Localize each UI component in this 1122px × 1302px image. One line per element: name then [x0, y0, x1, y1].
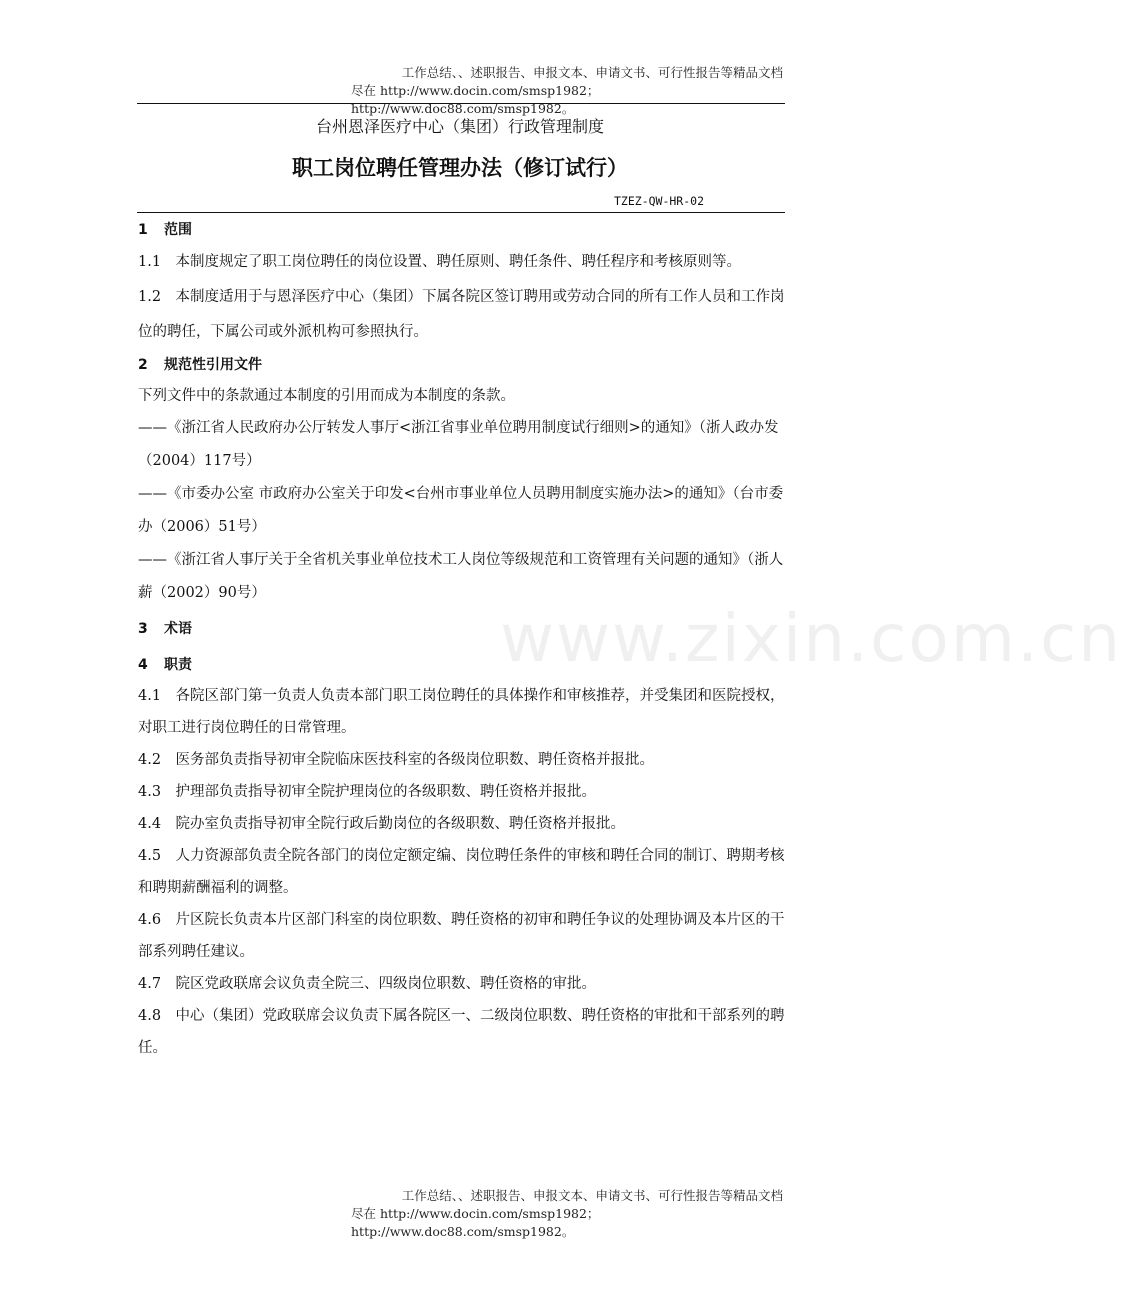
- paragraph: ——《浙江省人民政府办公厅转发人事厅<浙江省事业单位聘用制度试行细则>的通知》（浙人政办发（2004）117号）: [138, 420, 779, 469]
- document-body: [138, 215, 786, 1064]
- section-1: [138, 215, 786, 350]
- section-title: 范围: [164, 222, 192, 238]
- paragraph: ——《浙江省人事厅关于全省机关事业单位技术工人岗位等级规范和工资管理有关问题的通知》（浙人薪（2002）90号）: [138, 552, 784, 601]
- paragraph: 1.2 本制度适用于与恩泽医疗中心（集团）下属各院区签订聘用或劳动合同的所有工作人员和工作岗位的聘任，下属公司或外派机构可参照执行。: [138, 289, 785, 340]
- section-3: [138, 614, 786, 644]
- document-code: TZEZ-QW-HR-02: [614, 194, 705, 208]
- paragraph: 4.7 院区党政联席会议负责全院三、四级岗位职数、聘任资格的审批。: [138, 976, 597, 992]
- paragraph: 4.2 医务部负责指导初审全院临床医技科室的各级岗位职数、聘任资格并报批。: [138, 752, 655, 768]
- section-number: 3: [138, 621, 148, 637]
- watermark: www.zixin.com.cn: [500, 600, 1122, 677]
- document-title: 职工岗位聘任管理办法（修订试行）: [292, 156, 628, 180]
- section-heading: [138, 650, 786, 680]
- section-number: 1: [138, 222, 148, 238]
- title-rule: [137, 212, 785, 213]
- section-4: [138, 650, 786, 1064]
- paragraph: 4.1 各院区部门第一负责人负责本部门职工岗位聘任的具体操作和审核推荐，并受集团和医院授权，对职工进行岗位聘任的日常管理。: [138, 688, 785, 736]
- paragraph: 下列文件中的条款通过本制度的引用而成为本制度的条款。: [138, 388, 515, 404]
- section-title: 规范性引用文件: [164, 357, 262, 373]
- org-title: 台州恩泽医疗中心（集团）行政管理制度: [315, 117, 604, 136]
- paragraph: 4.5 人力资源部负责全院各部门的岗位定额定编、岗位聘任条件的审核和聘任合同的制订、聘期考核和聘期薪酬福利的调整。: [138, 848, 785, 896]
- section-title: 职责: [164, 657, 192, 673]
- section-heading: [138, 614, 786, 644]
- paragraph: 4.3 护理部负责指导初审全院护理岗位的各级职数、聘任资格并报批。: [138, 784, 597, 800]
- section-title: 术语: [164, 621, 192, 637]
- header-rule: [137, 103, 785, 104]
- header-line-1: 工作总结、、述职报告、申报文本、申请文书、可行性报告等精品文档: [401, 65, 783, 80]
- footer-line-1: 工作总结、、述职报告、申报文本、申请文书、可行性报告等精品文档: [401, 1188, 783, 1203]
- paragraph: ——《市委办公室 市政府办公室关于印发<台州市事业单位人员聘用制度实施办法>的通知》（台市委办（2006）51号）: [138, 486, 784, 535]
- page-footer: [137, 1187, 783, 1241]
- footer-line-2: 尽在 http://www.docin.com/smsp1982；http://www.doc88.com/smsp1982。: [351, 1206, 600, 1239]
- section-heading: [138, 350, 786, 380]
- section-number: 4: [138, 657, 148, 673]
- header-line-2: 尽在 http://www.docin.com/smsp1982；http://www.doc88.com/smsp1982。: [351, 83, 600, 116]
- paragraph: 1.1 本制度规定了职工岗位聘任的岗位设置、聘任原则、聘任条件、聘任程序和考核原则等。: [138, 254, 742, 270]
- section-2: [138, 350, 786, 610]
- section-heading: [138, 215, 786, 245]
- paragraph: 4.6 片区院长负责本片区部门科室的岗位职数、聘任资格的初审和聘任争议的处理协调及本片区的干部系列聘任建议。: [138, 912, 785, 960]
- section-number: 2: [138, 357, 148, 373]
- paragraph: 4.4 院办室负责指导初审全院行政后勤岗位的各级职数、聘任资格并报批。: [138, 816, 626, 832]
- page-header: [137, 64, 783, 118]
- paragraph: 4.8 中心（集团）党政联席会议负责下属各院区一、二级岗位职数、聘任资格的审批和干部系列的聘任。: [138, 1008, 785, 1056]
